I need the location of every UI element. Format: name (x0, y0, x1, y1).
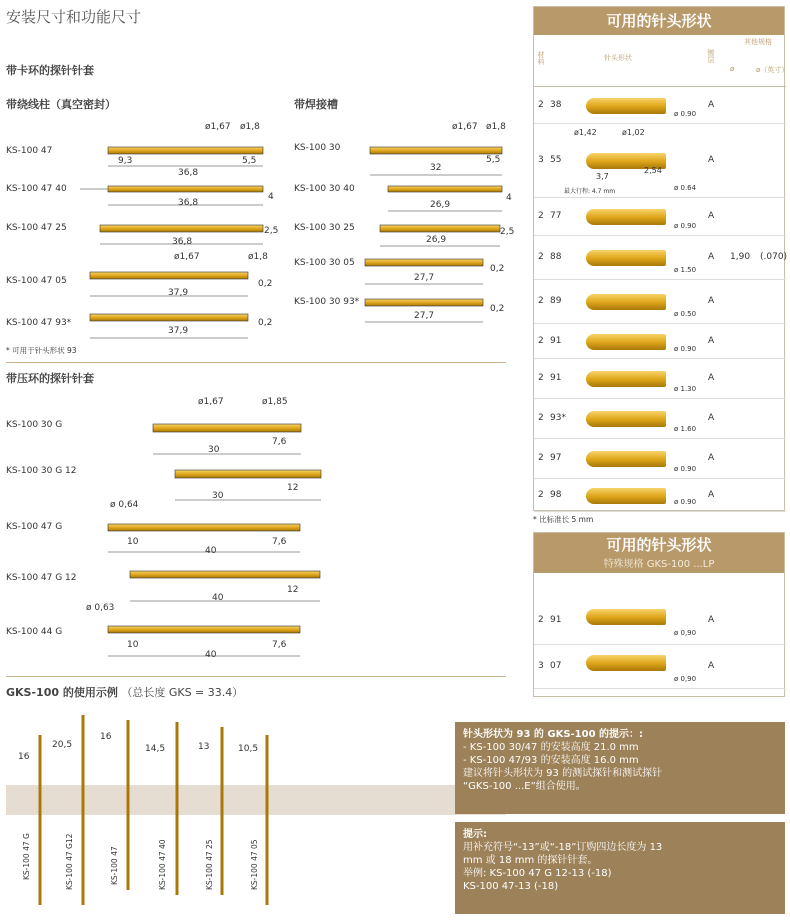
usage-height: 16 (18, 752, 30, 762)
part-label: KS-100 30 (294, 143, 341, 153)
tip-shape-image (586, 609, 666, 625)
usage-height: 13 (198, 742, 210, 752)
dim-label: ø1,67 (174, 252, 200, 262)
tip-plating: A (708, 373, 715, 383)
special-code: 07 (550, 661, 562, 671)
dim-label: ø 0,64 (110, 500, 139, 510)
tips-table-header (534, 35, 789, 87)
tip-material: 2 (538, 252, 544, 262)
note-line: 用补充符号“-13”或“-18”订购四边长度为 13 (463, 842, 663, 853)
dim-label: 7,6 (272, 640, 287, 650)
tip-diameter: ø 0.90 (674, 222, 697, 230)
tip-shape-image (586, 250, 666, 266)
col-shape: 针头形状 (604, 54, 632, 62)
tip-shape-image (586, 411, 666, 427)
tip-row (534, 198, 786, 236)
tip-plating: A (708, 453, 715, 463)
dim-label: 12 (287, 483, 299, 493)
special-row (534, 599, 786, 645)
note-order (455, 822, 785, 914)
tip-material: 2 (538, 211, 544, 221)
special-row (534, 645, 786, 689)
tips-table-title: 可用的针头形状 (534, 7, 784, 35)
dim-label: 10 (127, 537, 139, 547)
part-label: KS-100 47 05 (6, 276, 67, 286)
tip-row (534, 479, 786, 512)
tip-shape-image (586, 488, 666, 504)
tip-dim: ø1,02 (622, 128, 645, 137)
tip-code: 98 (550, 489, 562, 500)
dim-label: 40 (205, 650, 217, 660)
dim-label: 2,5 (500, 227, 515, 237)
tip-shape-image (586, 209, 666, 225)
collar-footnote: * 可用于针头形状 93 (6, 346, 77, 355)
dim-label: ø1,8 (248, 252, 268, 262)
dim-label: ø1,67 (198, 397, 224, 407)
tip-code: 38 (550, 99, 562, 110)
tip-row (534, 236, 786, 280)
dim-label: 37,9 (168, 288, 189, 298)
tip-material: 2 (538, 413, 544, 423)
dim-label: 32 (430, 163, 442, 173)
dim-label: 30 (212, 491, 224, 501)
part-label: KS-100 30 25 (294, 223, 355, 233)
tip-dim: 3,7 (596, 172, 609, 181)
tip-plating: A (708, 211, 715, 221)
usage-label: KS-100 47 G12 (65, 833, 74, 890)
usage-label: KS-100 47 40 (158, 839, 167, 890)
tip-shape-image (586, 98, 666, 114)
dim-label: 4 (506, 193, 512, 203)
tips-footnote: * 比标准长 5 mm (533, 515, 594, 524)
dim-label: 36,8 (178, 198, 199, 208)
part-label: KS-100 47 (6, 146, 53, 156)
part-label: KS-100 30 G (6, 420, 63, 430)
dim-label: 7,6 (272, 537, 287, 547)
dim-label: 10 (127, 640, 139, 650)
usage-height: 20,5 (52, 740, 73, 750)
part-label: KS-100 30 40 (294, 184, 355, 194)
col-plating: 镀层 (707, 49, 715, 63)
tip-material: 2 (538, 296, 544, 306)
tip-inch: (.070) (760, 252, 788, 262)
tip-plating: A (708, 99, 715, 110)
tip-row (534, 439, 786, 479)
note-line: mm 或 18 mm 的探针针套。 (463, 855, 598, 866)
dim-label: ø 0,63 (86, 603, 115, 613)
tip-code: 55 (550, 155, 562, 165)
tip-material: 2 (538, 99, 544, 110)
tip-shape-image (586, 655, 666, 671)
tip-diameter: ø 0.64 (674, 184, 697, 192)
tip-diameter: ø 1.60 (674, 425, 697, 433)
part-label: KS-100 47 40 (6, 184, 67, 194)
dim-label: 36,8 (172, 237, 193, 247)
usage-title: GKS-100 的使用示例 (6, 686, 118, 699)
tip-code: 97 (550, 453, 562, 463)
part-label: KS-100 30 93* (294, 297, 360, 307)
dim-label: 0,2 (258, 318, 273, 328)
tip-code: 88 (550, 252, 562, 262)
tip-other: 1,90 (730, 252, 751, 262)
tip-row (534, 399, 786, 439)
tip-code: 93* (550, 413, 566, 423)
tip-material: 2 (538, 489, 544, 500)
tip-diameter: ø 1.50 (674, 266, 697, 274)
special-mat: 2 (538, 615, 544, 625)
tip-code: 77 (550, 211, 562, 221)
tip-plating: A (708, 155, 715, 165)
dim-label: 7,6 (272, 437, 287, 447)
tip-row (534, 280, 786, 324)
collar-section-title: 带卡环的探针针套 (6, 64, 94, 77)
dim-label: 26,9 (426, 235, 447, 245)
special-d: ø 0,90 (674, 629, 697, 637)
usage-subtitle: （总长度 GKS = 33.4） (121, 686, 244, 699)
part-label: KS-100 47 G (6, 522, 63, 532)
note-line: - KS-100 30/47 的安装高度 21.0 mm (463, 742, 639, 753)
dim-label: 0,2 (490, 304, 505, 314)
part-label: KS-100 47 G 12 (6, 573, 77, 583)
dim-label: 27,7 (414, 273, 435, 283)
page-title: 安装尺寸和功能尺寸 (6, 8, 142, 26)
dim-label: ø1,8 (486, 122, 506, 132)
dim-label: 30 (208, 445, 220, 455)
special-plating: A (708, 615, 715, 625)
usage-height: 16 (100, 732, 112, 742)
dim-label: 37,9 (168, 326, 189, 336)
tip-shape-image (586, 334, 666, 350)
special-plating: A (708, 661, 715, 671)
dim-label: 12 (287, 585, 299, 595)
dim-label: 27,7 (414, 311, 435, 321)
special-table-subtitle: 特殊规格 GKS-100 ...LP (534, 557, 784, 573)
tip-shape-image (586, 371, 666, 387)
part-label: KS-100 30 05 (294, 258, 355, 268)
tip-diameter: ø 0.90 (674, 110, 697, 118)
tip-code: 89 (550, 296, 562, 306)
col-inch: ø（英寸） (756, 66, 789, 74)
dim-label: 36,8 (178, 168, 199, 178)
col-other: 其他规格 (744, 38, 772, 46)
note-line: 建议将针头形状为 93 的测试探针和测试探针 (463, 768, 663, 779)
dim-label: 40 (212, 593, 224, 603)
dim-label: ø1,67 (452, 122, 478, 132)
special-code: 91 (550, 615, 562, 625)
dim-label: 5,5 (486, 155, 501, 165)
tip-plating: A (708, 296, 715, 306)
dim-label: ø1,67 (205, 122, 231, 132)
usage-height: 10,5 (238, 744, 259, 754)
part-label: KS-100 30 G 12 (6, 466, 77, 476)
collar-right-subtitle: 带焊接槽 (294, 98, 338, 111)
tip-material: 3 (538, 155, 544, 165)
special-d: ø 0,90 (674, 675, 697, 683)
tip-material: 2 (538, 373, 544, 383)
dim-label: 4 (268, 192, 274, 202)
dim-label: 5,5 (242, 156, 257, 166)
part-label: KS-100 47 93* (6, 318, 72, 328)
tip-plating: A (708, 335, 715, 346)
tip-plating: A (708, 252, 715, 262)
dim-label: ø1,85 (262, 397, 288, 407)
tip-code: 91 (550, 335, 562, 346)
tip-row (534, 87, 786, 124)
usage-label: KS-100 47 25 (205, 839, 214, 890)
usage-title-wrap (6, 684, 243, 700)
tip-material: 2 (538, 335, 544, 346)
tip-row (534, 359, 786, 399)
collar-left-subtitle: 带绕线柱（真空密封） (6, 98, 116, 111)
dim-label: 26,9 (430, 200, 451, 210)
tip-diameter: ø 0.90 (674, 465, 697, 473)
press-section-title: 带压环的探针针套 (6, 372, 94, 385)
tip-diameter: ø 0.90 (674, 345, 697, 353)
part-label: KS-100 47 25 (6, 223, 67, 233)
tip-diameter: ø 0.50 (674, 310, 697, 318)
tip-dim: 最大行程: 4.7 mm (564, 188, 616, 195)
tip-dim: 2,54 (644, 166, 662, 175)
dim-label: 9,3 (118, 156, 133, 166)
tip-row (534, 124, 786, 198)
note-line: KS-100 47-13 (-18) (463, 881, 559, 892)
note-line: 举例: KS-100 47 G 12-13 (-18) (463, 868, 612, 879)
dim-label: 40 (205, 546, 217, 556)
dim-label: ø1,8 (240, 122, 260, 132)
special-table (533, 532, 785, 697)
col-diam: ø (730, 65, 735, 73)
tip-plating: A (708, 413, 715, 423)
dim-label: 0,2 (490, 264, 505, 274)
note-93-title: 针头形状为 93 的 GKS-100 的提示：: (463, 729, 644, 740)
tip-material: 2 (538, 453, 544, 463)
col-material: 材料 (537, 51, 545, 65)
dim-label: 2,5 (264, 226, 279, 236)
usage-label: KS-100 47 05 (250, 839, 259, 890)
note-order-title: 提示: (463, 829, 487, 840)
usage-label: KS-100 47 G (22, 833, 31, 880)
tip-shape-image (586, 451, 666, 467)
note-line: “GKS-100 ...E”组合使用。 (463, 781, 586, 792)
tip-diameter: ø 1.30 (674, 385, 697, 393)
dim-label: 0,2 (258, 279, 273, 289)
note-93 (455, 722, 785, 814)
usage-label: KS-100 47 (110, 846, 119, 885)
tip-shape-image (586, 294, 666, 310)
special-table-title: 可用的针头形状 (534, 533, 784, 557)
tip-row (534, 324, 786, 359)
usage-height: 14,5 (145, 744, 166, 754)
tip-diameter: ø 0.90 (674, 498, 697, 506)
tip-code: 91 (550, 373, 562, 383)
note-line: - KS-100 47/93 的安装高度 16.0 mm (463, 755, 639, 766)
special-mat: 3 (538, 661, 544, 671)
tip-plating: A (708, 489, 715, 500)
part-label: KS-100 44 G (6, 627, 63, 637)
tip-dim: ø1,42 (574, 128, 597, 137)
tips-table (533, 6, 789, 511)
